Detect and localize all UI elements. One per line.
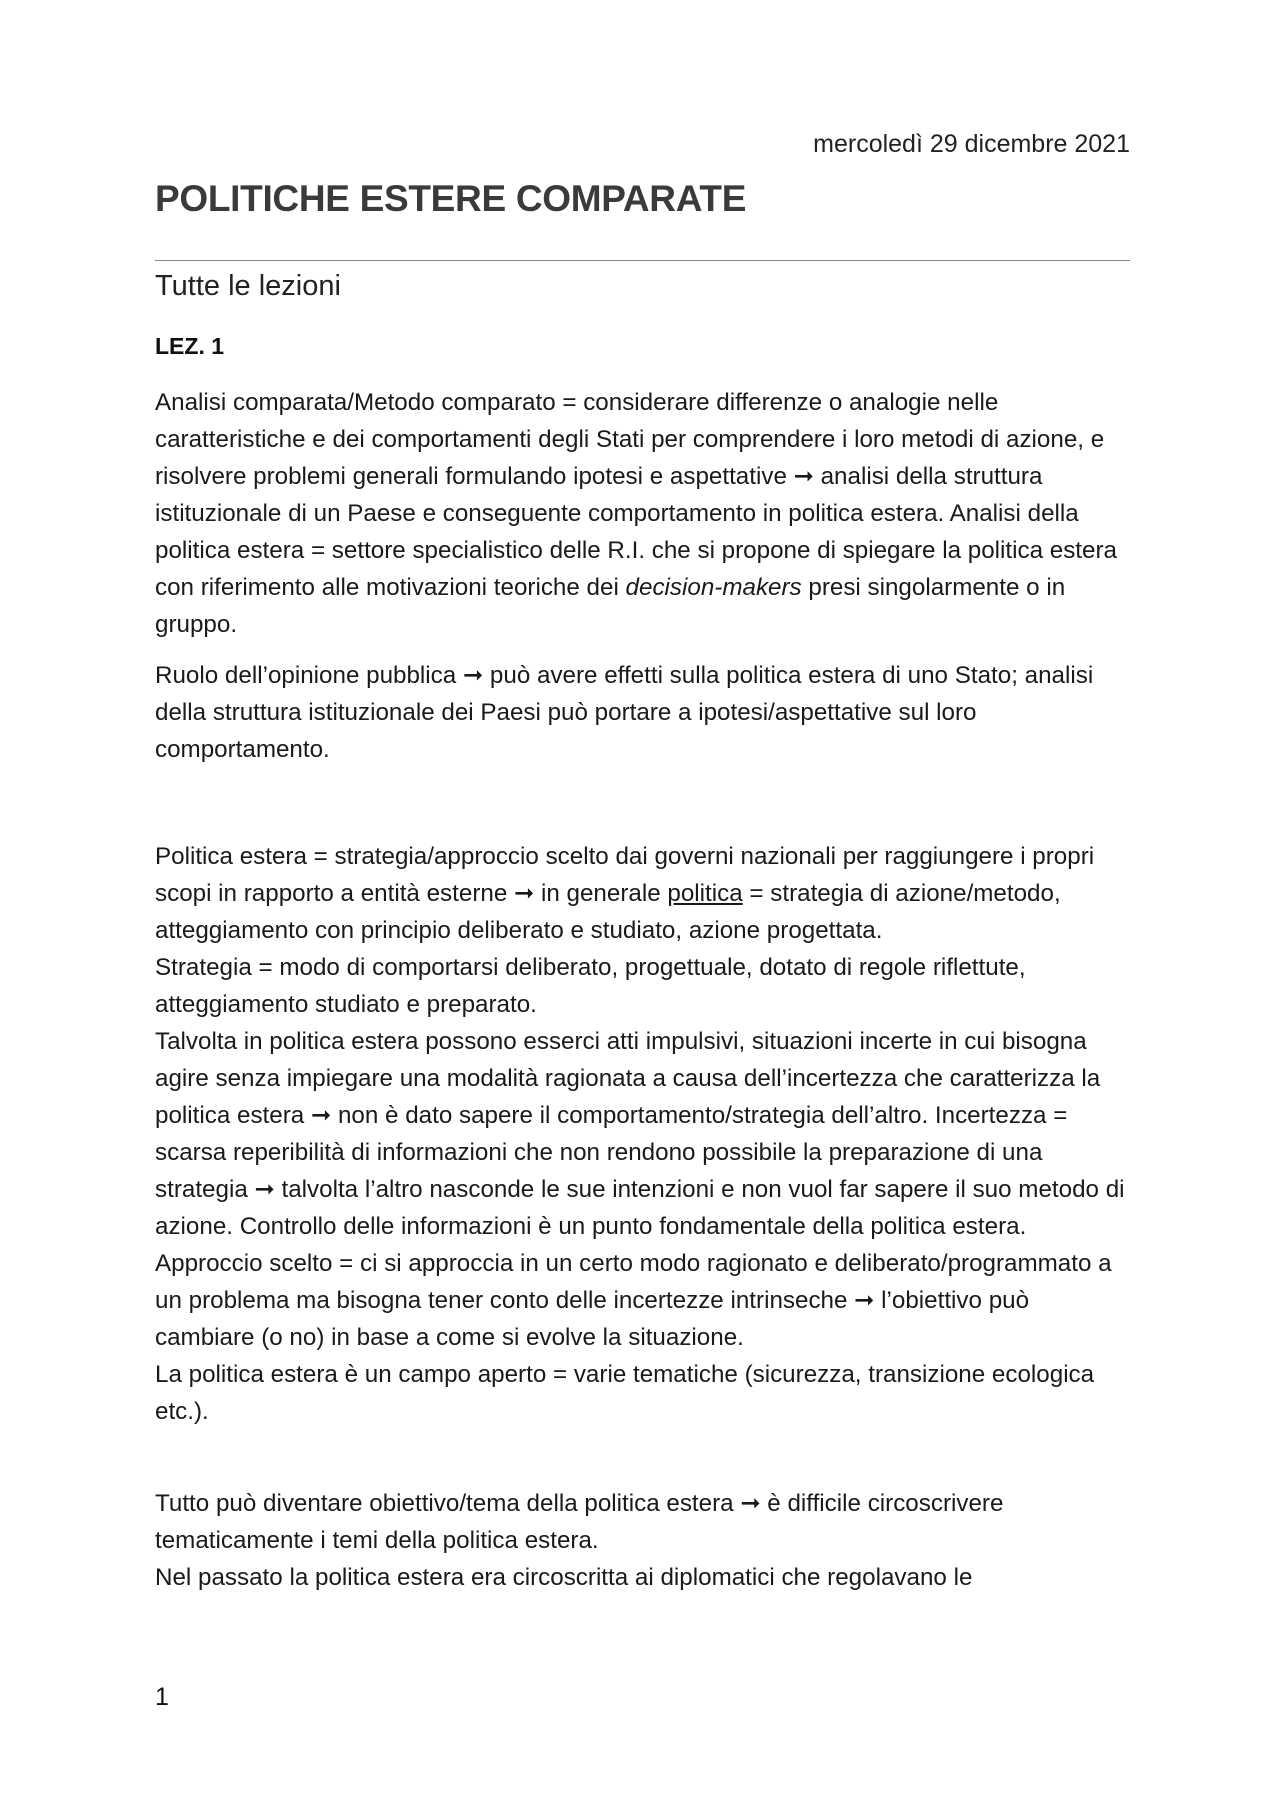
- text-block-politica-estera: [155, 838, 1135, 1430]
- document-subtitle: Tutte le lezioni: [155, 270, 341, 302]
- paragraph-text: = strategia di azione/metodo, atteggiamento con principio deliberato e studiato, azione progettata.: [155, 880, 1061, 944]
- paragraph-text: Analisi comparata/Metodo comparato = considerare differenze o analogie nelle caratteristiche e dei comportamenti degli Stati per comprendere i loro metodi di azione, e risolvere problemi generali formulando ipotesi e aspettative ➞ analisi della struttura istituzionale di un Paese e conseguente comportamento in politica estera. Analisi della politica estera = settore specialistico delle R.I. che si propone di spiegare la politica estera con riferimento alle motivazioni teoriche dei: [155, 389, 1117, 601]
- paragraph-politica-estera: [155, 838, 1135, 949]
- paragraph-text: Politica estera = strategia/approccio scelto dai governi nazionali per raggiungere i propri scopi in rapporto a entità esterne ➞ in generale: [155, 843, 1095, 907]
- paragraph-strategia: Strategia = modo di comportarsi deliberato, progettuale, dotato di regole riflettute, atteggiamento studiato e preparato.: [155, 954, 1026, 1018]
- paragraph-temi: Tutto può diventare obiettivo/tema della politica estera ➞ è difficile circoscrivere tematicamente i temi della politica estera.: [155, 1490, 1004, 1554]
- italic-term: decision-makers: [625, 574, 802, 601]
- title-divider: [155, 260, 1130, 261]
- paragraph-analisi-comparata: [155, 384, 1135, 643]
- page-number: 1: [155, 1683, 169, 1711]
- text-block-temi: [155, 1485, 1135, 1596]
- paragraph-campo-aperto: La politica estera è un campo aperto = varie tematiche (sicurezza, transizione ecologica etc.).: [155, 1361, 1095, 1425]
- text-block-intro: [155, 384, 1135, 768]
- underlined-term: politica: [667, 880, 743, 907]
- paragraph-passato: Nel passato la politica estera era circoscritta ai diplomatici che regolavano le: [155, 1564, 973, 1591]
- paragraph-text: presi singolarmente o in gruppo.: [155, 574, 1066, 638]
- paragraph-incertezza: Talvolta in politica estera possono esserci atti impulsivi, situazioni incerte in cui bisogna agire senza impiegare una modalità ragionata a causa dell’incertezza che caratterizza la politica estera ➞ non è dato sapere il comportamento/strategia dell’altro. Incertezza = scarsa reperibilità di informazioni che non rendono possibile la preparazione di una strategia ➞ talvolta l’altro nasconde le sue intenzioni e non vuol far sapere il suo metodo di azione. Controllo delle informazioni è un punto fondamentale della politica estera.: [155, 1028, 1125, 1240]
- section-heading: LEZ. 1: [155, 333, 225, 359]
- paragraph-opinione-pubblica: Ruolo dell’opinione pubblica ➞ può avere effetti sulla politica estera di uno Stato; analisi della struttura istituzionale dei Paesi può portare a ipotesi/aspettative sul loro comportamento.: [155, 662, 1094, 763]
- document-date: mercoledì 29 dicembre 2021: [813, 130, 1130, 158]
- document-title: POLITICHE ESTERE COMPARATE: [155, 178, 747, 219]
- paragraph-approccio: Approccio scelto = ci si approccia in un certo modo ragionato e deliberato/programmato a un problema ma bisogna tener conto delle incertezze intrinseche ➞ l’obiettivo può cambiare (o no) in base a come si evolve la situazione.: [155, 1250, 1112, 1351]
